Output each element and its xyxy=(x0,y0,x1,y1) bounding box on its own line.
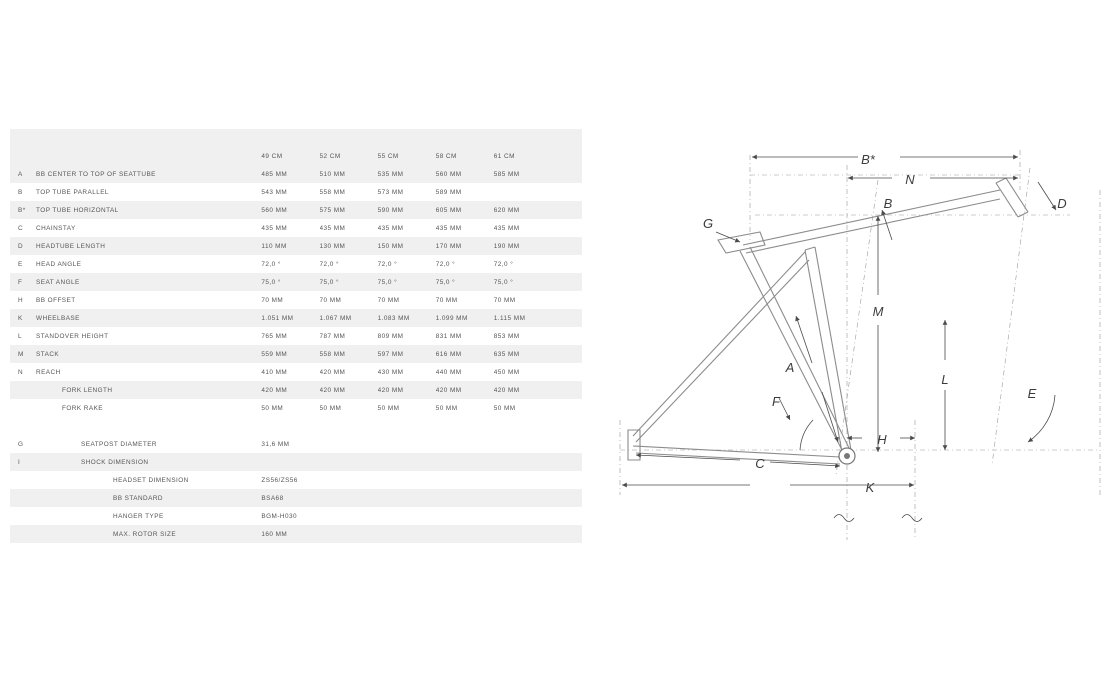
row-label: BB OFFSET xyxy=(36,291,261,309)
cell-value: 50 MM xyxy=(436,399,494,417)
row-key: H xyxy=(10,291,36,309)
header-pad xyxy=(552,147,582,165)
cell-value: 435 MM xyxy=(378,219,436,237)
cell-value: 450 MM xyxy=(494,363,552,381)
cell-value: 420 MM xyxy=(320,381,378,399)
row-pad xyxy=(552,381,582,399)
header-size-52: 52 CM xyxy=(320,147,378,165)
row-key xyxy=(10,381,36,399)
table-row xyxy=(10,399,582,417)
cell-value: 130 MM xyxy=(320,237,378,255)
table-row xyxy=(10,507,582,525)
row-label: SEAT ANGLE xyxy=(36,273,261,291)
row-label: TOP TUBE PARALLEL xyxy=(36,183,261,201)
cell-value: 150 MM xyxy=(378,237,436,255)
table-row xyxy=(10,237,582,255)
cell-value: 72,0 ° xyxy=(494,255,552,273)
cell-value: 70 MM xyxy=(320,291,378,309)
table-section-gap xyxy=(10,417,582,435)
cell-value: 765 MM xyxy=(261,327,319,345)
cell-value: 809 MM xyxy=(378,327,436,345)
geometry-table-grid xyxy=(10,129,582,543)
cell-value: 589 MM xyxy=(436,183,494,201)
cell-value: 787 MM xyxy=(320,327,378,345)
row-pad xyxy=(378,471,582,489)
cell-value: 1.083 MM xyxy=(378,309,436,327)
cell-value: 560 MM xyxy=(261,201,319,219)
cell-value: 435 MM xyxy=(320,219,378,237)
row-key xyxy=(10,525,36,543)
cell-value: 559 MM xyxy=(261,345,319,363)
dim-label-h: H xyxy=(877,432,887,447)
dim-label-d: D xyxy=(1057,196,1067,211)
header-key xyxy=(10,147,36,165)
cell-value: 558 MM xyxy=(320,345,378,363)
dim-label-l: L xyxy=(941,372,949,387)
table-row xyxy=(10,381,582,399)
cell-value: 535 MM xyxy=(378,165,436,183)
cell-value: 31,6 MM xyxy=(261,435,377,453)
dim-label-k: K xyxy=(865,480,875,495)
cell-value: 560 MM xyxy=(436,165,494,183)
row-label: HANGER TYPE xyxy=(36,507,261,525)
cell-value: 440 MM xyxy=(436,363,494,381)
cell-value: 420 MM xyxy=(320,363,378,381)
row-key: I xyxy=(10,453,36,471)
row-label: FORK LENGTH xyxy=(36,381,261,399)
row-pad xyxy=(552,327,582,345)
geometry-table xyxy=(10,129,582,543)
header-size-58: 58 CM xyxy=(436,147,494,165)
dim-label-e: E xyxy=(1027,386,1037,401)
cell-value: 70 MM xyxy=(261,291,319,309)
cell-value: 50 MM xyxy=(494,399,552,417)
cell-value: 72,0 ° xyxy=(436,255,494,273)
row-pad xyxy=(552,165,582,183)
row-label: REACH xyxy=(36,363,261,381)
cell-value: 435 MM xyxy=(261,219,319,237)
row-pad xyxy=(552,309,582,327)
row-pad xyxy=(552,219,582,237)
cell-value: 75,0 ° xyxy=(436,273,494,291)
dim-label-c: C xyxy=(755,456,765,471)
bottom-bracket xyxy=(839,448,855,464)
row-key: N xyxy=(10,363,36,381)
header-size-61: 61 CM xyxy=(494,147,552,165)
row-key: B* xyxy=(10,201,36,219)
cell-value: 605 MM xyxy=(436,201,494,219)
header-size-49: 49 CM xyxy=(261,147,319,165)
cell-value: 75,0 ° xyxy=(494,273,552,291)
row-label: BB CENTER TO TOP OF SEATTUBE xyxy=(36,165,261,183)
table-row xyxy=(10,525,582,543)
row-label: SHOCK DIMENSION xyxy=(36,453,261,471)
table-row xyxy=(10,219,582,237)
row-label: STANDOVER HEIGHT xyxy=(36,327,261,345)
row-pad xyxy=(552,399,582,417)
row-pad xyxy=(552,237,582,255)
cell-value: 430 MM xyxy=(378,363,436,381)
cell-value: 1.067 MM xyxy=(320,309,378,327)
cell-value: 1.051 MM xyxy=(261,309,319,327)
dim-label-m: M xyxy=(872,304,884,319)
row-key: C xyxy=(10,219,36,237)
cell-value: 435 MM xyxy=(494,219,552,237)
row-label: HEAD ANGLE xyxy=(36,255,261,273)
cell-value: 72,0 ° xyxy=(261,255,319,273)
row-key: L xyxy=(10,327,36,345)
cell-value: 558 MM xyxy=(320,183,378,201)
cell-value: 72,0 ° xyxy=(378,255,436,273)
frame-outline xyxy=(628,178,1028,464)
row-label: CHAINSTAY xyxy=(36,219,261,237)
cell-value: 573 MM xyxy=(378,183,436,201)
cell-value: 853 MM xyxy=(494,327,552,345)
row-label: MAX. ROTOR SIZE xyxy=(36,525,261,543)
cell-value: 597 MM xyxy=(378,345,436,363)
cell-value: 420 MM xyxy=(261,381,319,399)
row-label: SEATPOST DIAMETER xyxy=(36,435,261,453)
construction-lines xyxy=(620,150,1100,540)
row-pad xyxy=(378,453,582,471)
row-pad xyxy=(552,183,582,201)
table-row xyxy=(10,255,582,273)
cell-value: 50 MM xyxy=(378,399,436,417)
table-row xyxy=(10,327,582,345)
cell-value: 75,0 ° xyxy=(320,273,378,291)
row-pad xyxy=(552,255,582,273)
cell-value: 70 MM xyxy=(378,291,436,309)
row-pad xyxy=(378,435,582,453)
cell-value: 70 MM xyxy=(494,291,552,309)
row-label: BB STANDARD xyxy=(36,489,261,507)
cell-value: BSA68 xyxy=(261,489,377,507)
row-label: FORK RAKE xyxy=(36,399,261,417)
row-pad xyxy=(378,507,582,525)
geometry-diagram xyxy=(600,120,1110,560)
dim-label-b: B xyxy=(883,196,893,211)
cell-value: BGM-H030 xyxy=(261,507,377,525)
cell-value: 160 MM xyxy=(261,525,377,543)
cell-value: 620 MM xyxy=(494,201,552,219)
cell-value: 170 MM xyxy=(436,237,494,255)
cell-value: 435 MM xyxy=(436,219,494,237)
cell-value xyxy=(261,453,377,471)
row-pad xyxy=(552,345,582,363)
table-row xyxy=(10,345,582,363)
row-pad xyxy=(378,489,582,507)
dim-label-b-star: B* xyxy=(861,152,875,167)
row-label: HEADTUBE LENGTH xyxy=(36,237,261,255)
row-key: D xyxy=(10,237,36,255)
dimension-lines xyxy=(622,157,1056,522)
table-row xyxy=(10,489,582,507)
cell-value: 616 MM xyxy=(436,345,494,363)
row-label: HEADSET DIMENSION xyxy=(36,471,261,489)
row-key xyxy=(10,489,36,507)
cell-value: 585 MM xyxy=(494,165,552,183)
cell-value: 75,0 ° xyxy=(261,273,319,291)
dim-label-n: N xyxy=(905,172,915,187)
cell-value: 510 MM xyxy=(320,165,378,183)
dim-label-g: G xyxy=(702,216,714,231)
cell-value xyxy=(494,183,552,201)
row-key: G xyxy=(10,435,36,453)
table-row xyxy=(10,273,582,291)
cell-value: 420 MM xyxy=(436,381,494,399)
cell-value: 1.115 MM xyxy=(494,309,552,327)
cell-value: ZS56/ZS56 xyxy=(261,471,377,489)
cell-value: 72,0 ° xyxy=(320,255,378,273)
row-key: E xyxy=(10,255,36,273)
row-pad xyxy=(552,201,582,219)
header-size-55: 55 CM xyxy=(378,147,436,165)
cell-value: 410 MM xyxy=(261,363,319,381)
row-pad xyxy=(552,273,582,291)
cell-value: 1.099 MM xyxy=(436,309,494,327)
row-pad xyxy=(552,363,582,381)
cell-value: 635 MM xyxy=(494,345,552,363)
row-label: WHEELBASE xyxy=(36,309,261,327)
row-key xyxy=(10,471,36,489)
row-pad xyxy=(378,525,582,543)
cell-value: 420 MM xyxy=(494,381,552,399)
row-pad xyxy=(552,291,582,309)
cell-value: 543 MM xyxy=(261,183,319,201)
row-key: F xyxy=(10,273,36,291)
table-row xyxy=(10,183,582,201)
row-key xyxy=(10,399,36,417)
row-key: B xyxy=(10,183,36,201)
table-header-row xyxy=(10,147,582,165)
row-key xyxy=(10,507,36,525)
table-row xyxy=(10,165,582,183)
row-label: TOP TUBE HORIZONTAL xyxy=(36,201,261,219)
table-row xyxy=(10,201,582,219)
row-key: A xyxy=(10,165,36,183)
dim-label-f: F xyxy=(772,394,780,409)
cell-value: 50 MM xyxy=(261,399,319,417)
cell-value: 110 MM xyxy=(261,237,319,255)
row-label: STACK xyxy=(36,345,261,363)
table-row xyxy=(10,309,582,327)
cell-value: 590 MM xyxy=(378,201,436,219)
geometry-diagram-svg xyxy=(600,120,1110,560)
cell-value: 75,0 ° xyxy=(378,273,436,291)
table-row xyxy=(10,435,582,453)
cell-value: 575 MM xyxy=(320,201,378,219)
table-row xyxy=(10,291,582,309)
cell-value: 831 MM xyxy=(436,327,494,345)
table-header-spacer xyxy=(10,129,582,147)
row-key: K xyxy=(10,309,36,327)
table-row xyxy=(10,453,582,471)
cell-value: 485 MM xyxy=(261,165,319,183)
header-label xyxy=(36,147,261,165)
cell-value: 190 MM xyxy=(494,237,552,255)
cell-value: 70 MM xyxy=(436,291,494,309)
dim-label-a: A xyxy=(785,360,795,375)
cell-value: 50 MM xyxy=(320,399,378,417)
cell-value: 420 MM xyxy=(378,381,436,399)
row-key: M xyxy=(10,345,36,363)
table-row xyxy=(10,363,582,381)
table-row xyxy=(10,471,582,489)
